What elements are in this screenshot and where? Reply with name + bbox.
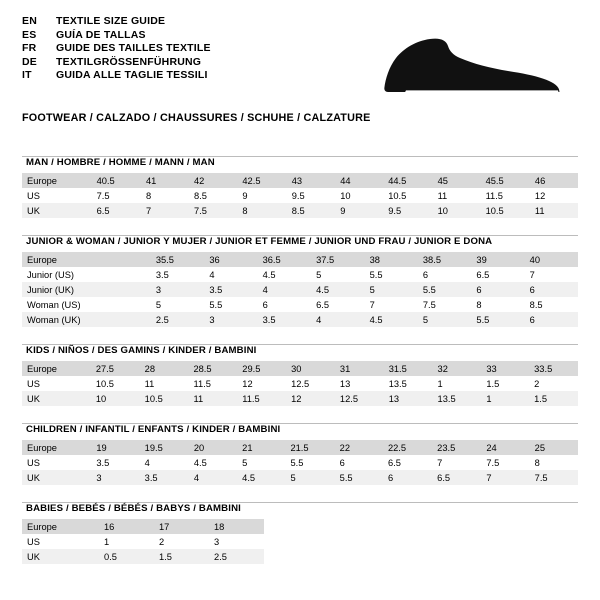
language-title: TEXTILGRÖSSENFÜHRUNG bbox=[56, 55, 202, 68]
row-label: UK bbox=[22, 549, 99, 564]
row-label: Europe bbox=[22, 173, 92, 188]
table-cell: 24 bbox=[481, 440, 529, 455]
table-cell: 11.5 bbox=[188, 376, 237, 391]
table-cell: 1 bbox=[99, 534, 154, 549]
table-cell: 6.5 bbox=[311, 297, 365, 312]
language-title: GUIDE DES TAILLES TEXTILE bbox=[56, 42, 211, 54]
table-cell: 6 bbox=[525, 282, 578, 297]
size-table-kids bbox=[22, 361, 578, 406]
table-cell: 5.5 bbox=[204, 297, 257, 312]
table-row bbox=[22, 549, 264, 564]
table-cell: 21.5 bbox=[285, 440, 334, 455]
table-cell: 4 bbox=[258, 282, 312, 297]
table-cell: 4 bbox=[204, 267, 257, 282]
table-cell: 7 bbox=[141, 203, 189, 218]
row-label: Woman (UK) bbox=[22, 312, 98, 327]
table-cell: 4.5 bbox=[365, 312, 418, 327]
size-table-babies bbox=[22, 519, 264, 564]
table-cell: 6.5 bbox=[432, 470, 481, 485]
dress-shoe-icon bbox=[382, 34, 572, 98]
table-cell: 33.5 bbox=[529, 361, 578, 376]
table-row bbox=[22, 297, 578, 312]
table-cell: 13 bbox=[384, 391, 433, 406]
row-label: Junior (UK) bbox=[22, 282, 98, 297]
table-cell: 7.5 bbox=[481, 455, 529, 470]
row-label: UK bbox=[22, 391, 91, 406]
language-title-body bbox=[22, 16, 211, 84]
table-cell: 32 bbox=[433, 361, 482, 376]
table-cell: 12.5 bbox=[286, 376, 335, 391]
table-cell: 35.5 bbox=[151, 252, 205, 267]
table-cell: 6 bbox=[471, 282, 524, 297]
table-row bbox=[22, 361, 578, 376]
table-cell: 1 bbox=[433, 376, 482, 391]
table-cell: 19 bbox=[91, 440, 139, 455]
table-cell: 37.5 bbox=[311, 252, 365, 267]
table-cell: 11 bbox=[140, 376, 189, 391]
table-cell: 6 bbox=[335, 455, 383, 470]
row-label: US bbox=[22, 534, 99, 549]
table-cell: 3.5 bbox=[204, 282, 257, 297]
table-cell: 7.5 bbox=[530, 470, 578, 485]
table-cell: 5.5 bbox=[471, 312, 524, 327]
table-cell: 8.5 bbox=[189, 188, 237, 203]
table-row bbox=[22, 252, 578, 267]
table-cell: 8 bbox=[530, 455, 578, 470]
table-row bbox=[22, 534, 264, 549]
table-row bbox=[22, 282, 578, 297]
row-label: Europe bbox=[22, 519, 99, 534]
row-label: Junior (US) bbox=[22, 267, 98, 282]
document-header bbox=[22, 16, 578, 102]
table-cell: 20 bbox=[189, 440, 237, 455]
table-cell: 6.5 bbox=[92, 203, 141, 218]
table-cell: 10.5 bbox=[383, 188, 432, 203]
table-cell: 13 bbox=[335, 376, 384, 391]
language-row bbox=[22, 70, 211, 84]
table-cell: 12.5 bbox=[335, 391, 384, 406]
table-cell: 6 bbox=[418, 267, 472, 282]
table-cell: 9 bbox=[237, 188, 286, 203]
table-cell: 6 bbox=[258, 297, 312, 312]
category-heading: FOOTWEAR / CALZADO / CHAUSSURES / SCHUHE / CALZATURE bbox=[22, 112, 371, 124]
table-cell: 7.5 bbox=[189, 203, 237, 218]
table-cell: 2 bbox=[529, 376, 578, 391]
table-cell: 25 bbox=[530, 440, 578, 455]
table-cell: 5 bbox=[151, 297, 205, 312]
section-babies bbox=[22, 502, 578, 564]
table-cell: 2.5 bbox=[209, 549, 264, 564]
table-cell: 9.5 bbox=[287, 188, 335, 203]
table-cell: 7 bbox=[365, 297, 418, 312]
table-cell: 5.5 bbox=[418, 282, 472, 297]
table-cell bbox=[98, 267, 151, 282]
table-cell: 5.5 bbox=[365, 267, 418, 282]
table-cell: 7 bbox=[525, 267, 578, 282]
table-cell: 40.5 bbox=[92, 173, 141, 188]
table-cell: 5 bbox=[237, 455, 285, 470]
language-code: DE bbox=[22, 55, 37, 68]
table-cell: 10.5 bbox=[91, 376, 140, 391]
table-cell: 5 bbox=[365, 282, 418, 297]
table-cell: 28.5 bbox=[188, 361, 237, 376]
table-cell: 4.5 bbox=[311, 282, 365, 297]
table-cell: 5 bbox=[311, 267, 365, 282]
table-cell: 27.5 bbox=[91, 361, 140, 376]
row-label: US bbox=[22, 455, 91, 470]
table-cell bbox=[98, 282, 151, 297]
table-cell: 8 bbox=[141, 188, 189, 203]
row-label: US bbox=[22, 376, 91, 391]
table-cell: 31.5 bbox=[384, 361, 433, 376]
table-cell: 4.5 bbox=[189, 455, 237, 470]
table-row bbox=[22, 376, 578, 391]
table-cell: 1.5 bbox=[154, 549, 209, 564]
table-cell: 2.5 bbox=[151, 312, 205, 327]
row-label: Woman (US) bbox=[22, 297, 98, 312]
table-cell bbox=[98, 297, 151, 312]
language-row bbox=[22, 57, 211, 71]
table-cell: 3 bbox=[91, 470, 139, 485]
section-title: JUNIOR & WOMAN / JUNIOR Y MUJER / JUNIOR ET FEMME / JUNIOR UND FRAU / JUNIOR E DONA bbox=[26, 236, 493, 247]
table-row bbox=[22, 203, 578, 218]
size-table-man bbox=[22, 173, 578, 218]
table-cell: 10 bbox=[335, 188, 383, 203]
table-cell: 11 bbox=[530, 203, 578, 218]
table-cell: 3.5 bbox=[258, 312, 312, 327]
table-cell bbox=[98, 312, 151, 327]
table-row bbox=[22, 267, 578, 282]
table-cell: 9.5 bbox=[383, 203, 432, 218]
table-cell: 10.5 bbox=[481, 203, 530, 218]
table-cell: 39 bbox=[471, 252, 524, 267]
table-cell: 3 bbox=[209, 534, 264, 549]
language-title: GUIDA ALLE TAGLIE TESSILI bbox=[56, 69, 208, 81]
table-cell: 10 bbox=[91, 391, 140, 406]
table-cell: 6 bbox=[525, 312, 578, 327]
section-man bbox=[22, 156, 578, 218]
table-cell: 38 bbox=[365, 252, 418, 267]
language-row bbox=[22, 30, 211, 44]
table-cell: 42.5 bbox=[237, 173, 286, 188]
section-children bbox=[22, 423, 578, 485]
table-cell: 19.5 bbox=[140, 440, 189, 455]
table-cell: 11 bbox=[433, 188, 481, 203]
table-cell: 23.5 bbox=[432, 440, 481, 455]
table-row bbox=[22, 470, 578, 485]
table-cell: 12 bbox=[237, 376, 286, 391]
table-cell: 12 bbox=[286, 391, 335, 406]
table-cell: 3.5 bbox=[91, 455, 139, 470]
language-title: GUÍA DE TALLAS bbox=[56, 28, 146, 41]
section-title: MAN / HOMBRE / HOMME / MANN / MAN bbox=[26, 157, 215, 168]
table-cell: 7.5 bbox=[92, 188, 141, 203]
section-junior-woman bbox=[22, 235, 578, 327]
table-cell: 12 bbox=[530, 188, 578, 203]
table-cell: 1 bbox=[481, 391, 529, 406]
table-cell: 44.5 bbox=[383, 173, 432, 188]
language-code: ES bbox=[22, 28, 37, 41]
table-row bbox=[22, 173, 578, 188]
language-row bbox=[22, 43, 211, 57]
language-code: EN bbox=[22, 15, 37, 27]
size-table-junior-woman bbox=[22, 252, 578, 327]
table-cell: 42 bbox=[189, 173, 237, 188]
table-cell: 41 bbox=[141, 173, 189, 188]
size-table-children bbox=[22, 440, 578, 485]
table-cell: 4.5 bbox=[237, 470, 285, 485]
table-cell: 10.5 bbox=[140, 391, 189, 406]
table-cell: 5 bbox=[285, 470, 334, 485]
table-cell: 21 bbox=[237, 440, 285, 455]
section-title: CHILDREN / INFANTIL / ENFANTS / KINDER / BAMBINI bbox=[26, 424, 281, 435]
section-title: KIDS / NIÑOS / DES GAMINS / KINDER / BAMBINI bbox=[26, 345, 257, 356]
table-cell: 11 bbox=[188, 391, 237, 406]
table-cell: 7.5 bbox=[418, 297, 472, 312]
table-row bbox=[22, 455, 578, 470]
table-cell: 8 bbox=[237, 203, 286, 218]
table-cell: 3.5 bbox=[140, 470, 189, 485]
table-cell: 43 bbox=[287, 173, 335, 188]
table-cell: 44 bbox=[335, 173, 383, 188]
table-cell: 31 bbox=[335, 361, 384, 376]
table-cell: 5.5 bbox=[285, 455, 334, 470]
table-cell: 45.5 bbox=[481, 173, 530, 188]
table-cell: 30 bbox=[286, 361, 335, 376]
language-code: FR bbox=[22, 42, 37, 54]
language-code: IT bbox=[22, 69, 32, 81]
table-cell: 6 bbox=[383, 470, 432, 485]
table-cell: 40 bbox=[525, 252, 578, 267]
table-cell: 11.5 bbox=[481, 188, 530, 203]
table-cell: 3 bbox=[204, 312, 257, 327]
row-label: Europe bbox=[22, 252, 98, 267]
language-title: TEXTILE SIZE GUIDE bbox=[56, 15, 166, 27]
row-label: Europe bbox=[22, 361, 91, 376]
table-cell: 4.5 bbox=[258, 267, 312, 282]
table-cell: 8 bbox=[471, 297, 524, 312]
table-cell: 10 bbox=[433, 203, 481, 218]
table-cell: 4 bbox=[140, 455, 189, 470]
table-cell: 16 bbox=[99, 519, 154, 534]
table-row bbox=[22, 440, 578, 455]
row-label: US bbox=[22, 188, 92, 203]
table-cell: 1.5 bbox=[529, 391, 578, 406]
table-cell: 38.5 bbox=[418, 252, 472, 267]
table-cell: 4 bbox=[311, 312, 365, 327]
table-cell: 2 bbox=[154, 534, 209, 549]
table-row bbox=[22, 519, 264, 534]
table-cell: 22 bbox=[335, 440, 383, 455]
table-cell: 11.5 bbox=[237, 391, 286, 406]
table-cell bbox=[98, 252, 151, 267]
table-cell: 13.5 bbox=[384, 376, 433, 391]
table-cell: 36 bbox=[204, 252, 257, 267]
table-cell: 8.5 bbox=[525, 297, 578, 312]
table-cell: 36.5 bbox=[258, 252, 312, 267]
table-cell: 13.5 bbox=[433, 391, 482, 406]
table-cell: 4 bbox=[189, 470, 237, 485]
table-cell: 28 bbox=[140, 361, 189, 376]
section-title: BABIES / BEBÉS / BÉBÉS / BABYS / BAMBINI bbox=[26, 503, 241, 514]
table-cell: 5 bbox=[418, 312, 472, 327]
language-row bbox=[22, 16, 211, 30]
table-cell: 6.5 bbox=[383, 455, 432, 470]
table-row bbox=[22, 188, 578, 203]
table-cell: 3 bbox=[151, 282, 205, 297]
row-label: UK bbox=[22, 203, 92, 218]
table-cell: 29.5 bbox=[237, 361, 286, 376]
table-cell: 0.5 bbox=[99, 549, 154, 564]
row-label: UK bbox=[22, 470, 91, 485]
table-cell: 9 bbox=[335, 203, 383, 218]
table-cell: 6.5 bbox=[471, 267, 524, 282]
table-cell: 8.5 bbox=[287, 203, 335, 218]
table-row bbox=[22, 391, 578, 406]
table-cell: 1.5 bbox=[481, 376, 529, 391]
table-cell: 7 bbox=[481, 470, 529, 485]
table-cell: 18 bbox=[209, 519, 264, 534]
table-cell: 33 bbox=[481, 361, 529, 376]
table-cell: 7 bbox=[432, 455, 481, 470]
section-kids bbox=[22, 344, 578, 406]
table-cell: 5.5 bbox=[335, 470, 383, 485]
table-cell: 22.5 bbox=[383, 440, 432, 455]
table-cell: 45 bbox=[433, 173, 481, 188]
table-cell: 17 bbox=[154, 519, 209, 534]
language-title-list bbox=[22, 16, 211, 84]
row-label: Europe bbox=[22, 440, 91, 455]
table-cell: 3.5 bbox=[151, 267, 205, 282]
table-row bbox=[22, 312, 578, 327]
table-cell: 46 bbox=[530, 173, 578, 188]
